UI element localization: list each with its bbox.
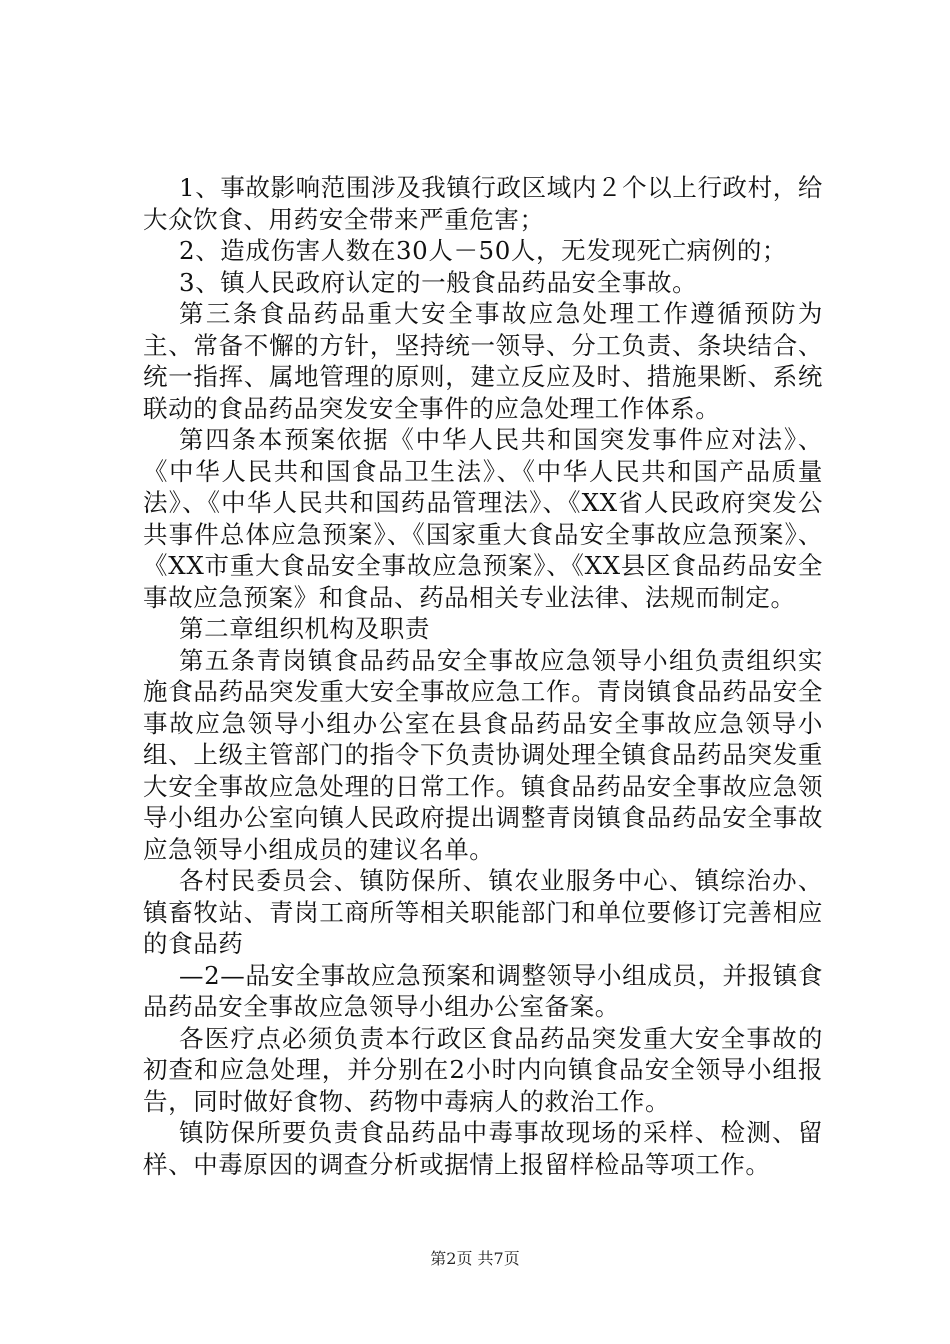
paragraph-departments: 各村民委员会、镇防保所、镇农业服务中心、镇综治办、镇畜牧站、青岗工商所等相关职能部门和单位要修订完善相应的食品药 — [143, 866, 823, 958]
page-number-footer: 第2页 共7页 — [430, 1249, 520, 1268]
chapter-heading: 第二章组织机构及职责 — [179, 614, 430, 643]
paragraph-criterion-2: 2、造成伤害人数在30人－50人，无发现死亡病例的； — [179, 236, 788, 265]
document-body — [143, 172, 823, 1180]
paragraph-page-break-continuation: —2—品安全事故应急预案和调整领导小组成员，并报镇食品药品安全事故应急领导小组办公室备案。 — [143, 960, 823, 1021]
paragraph-medical-points: 各医疗点必须负责本行政区食品药品突发重大安全事故的初查和应急处理，并分别在2小时内向镇食品安全领导小组报告，同时做好食物、药物中毒病人的救治工作。 — [143, 1023, 823, 1116]
paragraph-article-5: 第五条青岗镇食品药品安全事故应急领导小组负责组织实施食品药品突发重大安全事故应急工作。青岗镇食品药品安全事故应急领导小组办公室在县食品药品安全事故应急领导小组、上级主管部门的指令下负责协调处理全镇食品药品突发重大安全事故应急处理的日常工作。镇食品药品安全事故应急领导小组办公室向镇人民政府提出调整青岗镇食品药品安全事故应急领导小组成员的建议名单。 — [143, 645, 823, 864]
paragraph-article-3: 第三条食品药品重大安全事故应急处理工作遵循预防为主、常备不懈的方针，坚持统一领导、分工负责、条块结合、统一指挥、属地管理的原则，建立反应及时、措施果断、系统联动的食品药品突发安全事件的应急处理工作体系。 — [143, 299, 823, 423]
paragraph-epidemic-station: 镇防保所要负责食品药品中毒事故现场的采样、检测、留样、中毒原因的调查分析或据情上报留样检品等项工作。 — [143, 1118, 823, 1179]
paragraph-article-4: 第四条本预案依据《中华人民共和国突发事件应对法》、《中华人民共和国食品卫生法》、《中华人民共和国产品质量法》、《中华人民共和国药品管理法》、《XX省人民政府突发公共事件总体应急预案》、《国家重大食品安全事故应急预案》、《XX市重大食品安全事故应急预案》、《XX县区食品药品安全事故应急预案》和食品、药品相关专业法律、法规而制定。 — [143, 425, 823, 612]
paragraph-criterion-3: 3、镇人民政府认定的一般食品药品安全事故。 — [179, 267, 698, 297]
paragraph-criterion-1: 1、事故影响范围涉及我镇行政区域内２个以上行政村，给大众饮食、用药安全带来严重危害； — [143, 173, 823, 234]
